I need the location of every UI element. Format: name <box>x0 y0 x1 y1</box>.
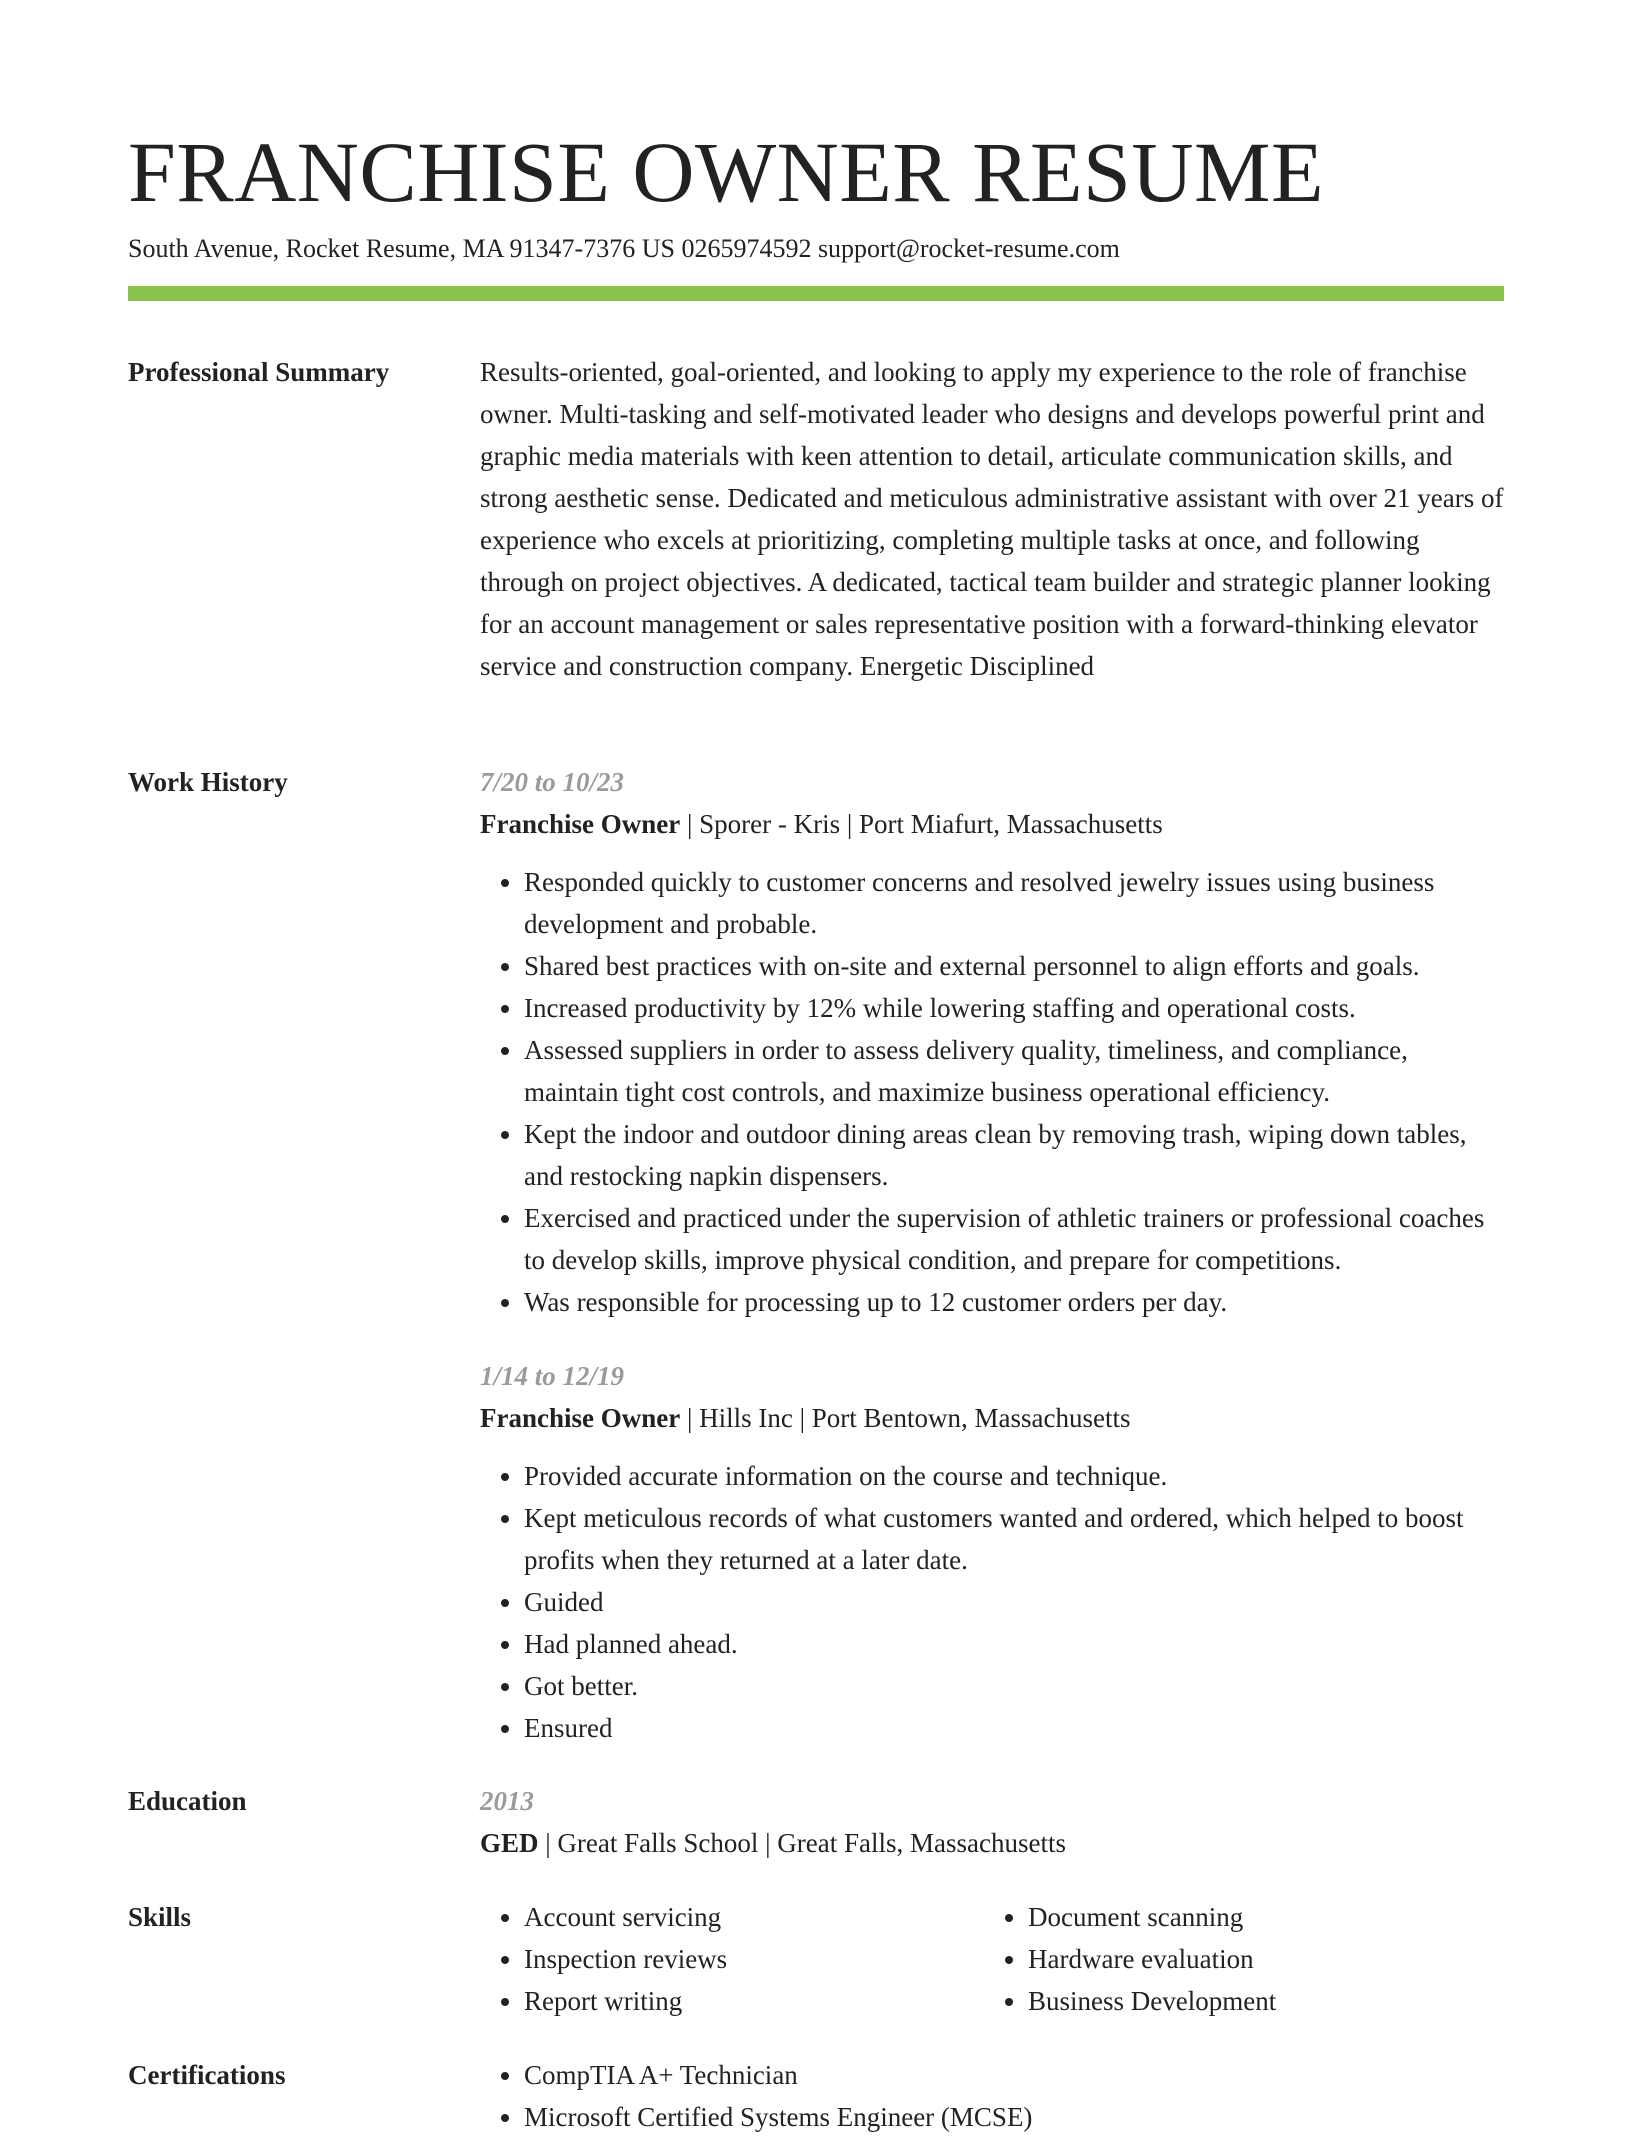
job-details: | Hills Inc | Port Bentown, Massachusetts <box>680 1403 1131 1433</box>
list-item: • Was responsible for processing up to 12 customer orders per day. <box>524 1281 1504 1323</box>
skills-column-left <box>480 1896 984 2022</box>
summary-body <box>480 351 1504 687</box>
list-item: • CompTIA A+ Technician <box>524 2054 1504 2096</box>
education-body <box>480 1780 1504 1864</box>
skills-body <box>480 1896 1504 2022</box>
skills-list <box>984 1896 1488 2022</box>
list-item: • Increased productivity by 12% while lowering staffing and operational costs. <box>524 987 1504 1029</box>
list-item: • Assessed suppliers in order to assess delivery quality, timeliness, and compliance, maintain tight cost controls, and maximize business operational efficiency. <box>524 1029 1504 1113</box>
certifications-list <box>480 2054 1504 2138</box>
certifications-heading: Certifications <box>128 2060 286 2090</box>
list-item: • Shared best practices with on-site and external personnel to align efforts and goals. <box>524 945 1504 987</box>
list-item: • Exercised and practiced under the supervision of athletic trainers or professional coaches to develop skills, improve physical condition, and prepare for competitions. <box>524 1197 1504 1281</box>
work-history-heading: Work History <box>128 767 288 797</box>
list-item: • Business Development <box>1028 1980 1488 2022</box>
skills-heading: Skills <box>128 1902 192 1932</box>
certifications-body <box>480 2054 1504 2138</box>
list-item: • Guided <box>524 1581 1504 1623</box>
job-bullets <box>480 861 1504 1323</box>
list-item: • Had planned ahead. <box>524 1623 1504 1665</box>
list-item: • Got better. <box>524 1665 1504 1707</box>
list-item: • Kept the indoor and outdoor dining areas clean by removing trash, wiping down tables, and restocking napkin dispensers. <box>524 1113 1504 1197</box>
list-item: • Kept meticulous records of what customers wanted and ordered, which helped to boost profits when they returned at a later date. <box>524 1497 1504 1581</box>
header-divider <box>128 286 1504 301</box>
job-bullets <box>480 1455 1504 1749</box>
contact-line: South Avenue, Rocket Resume, MA 91347-7376 US 0265974592 support@rocket-resume.com <box>128 234 1120 263</box>
list-item: • Microsoft Certified Systems Engineer (MCSE) <box>524 2096 1504 2138</box>
job-dates: 1/14 to 12/19 <box>480 1361 625 1391</box>
job-entry <box>480 1355 1504 1749</box>
list-item: • Hardware evaluation <box>1028 1938 1488 1980</box>
skills-column-right <box>984 1896 1488 2022</box>
education-line <box>480 1822 1504 1864</box>
education-year: 2013 <box>480 1786 534 1816</box>
list-item: • Ensured <box>524 1707 1504 1749</box>
education-details: | Great Falls School | Great Falls, Massachusetts <box>538 1828 1066 1858</box>
work-history-body <box>480 761 1504 1749</box>
job-details: | Sporer - Kris | Port Miafurt, Massachusetts <box>680 809 1163 839</box>
list-item: • Inspection reviews <box>524 1938 984 1980</box>
summary-text: Results-oriented, goal-oriented, and looking to apply my experience to the role of franchise owner. Multi-tasking and self-motivated leader who designs and develops powerful print and graphic media materials with keen attention to detail, articulate communication skills, and strong aesthetic sense. Dedicated and meticulous administrative assistant with over 21 years of experience who excels at prioritizing, completing multiple tasks at once, and following through on project objectives. A dedicated, tactical team builder and strategic planner looking for an account management or sales representative position with a forward-thinking elevator service and construction company. Energetic Disciplined <box>480 357 1504 681</box>
job-title: Franchise Owner <box>480 1403 681 1433</box>
list-item: • Provided accurate information on the course and technique. <box>524 1455 1504 1497</box>
job-entry <box>480 761 1504 1323</box>
job-dates: 7/20 to 10/23 <box>480 767 625 797</box>
job-role-line <box>480 1397 1504 1439</box>
job-role-line <box>480 803 1504 845</box>
job-title: Franchise Owner <box>480 809 681 839</box>
list-item: • Responded quickly to customer concerns and resolved jewelry issues using business development and probable. <box>524 861 1504 945</box>
list-item: • Document scanning <box>1028 1896 1488 1938</box>
list-item: • Account servicing <box>524 1896 984 1938</box>
summary-heading: Professional Summary <box>128 357 390 387</box>
list-item: • Report writing <box>524 1980 984 2022</box>
page-title: FRANCHISE OWNER RESUME <box>128 124 1324 220</box>
education-heading: Education <box>128 1786 247 1816</box>
skills-list <box>480 1896 984 2022</box>
skills-grid <box>480 1896 1504 2022</box>
education-degree: GED <box>480 1828 539 1858</box>
